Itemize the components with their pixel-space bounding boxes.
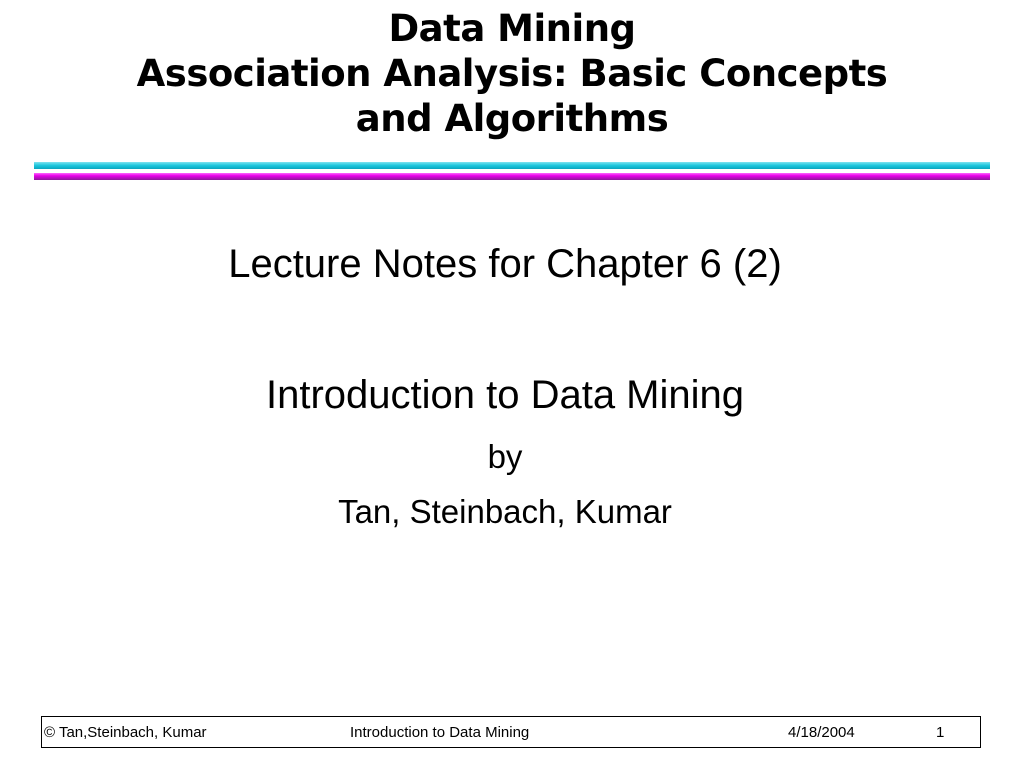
title-line-3: and Algorithms	[355, 97, 669, 140]
footer-course: Introduction to Data Mining	[350, 724, 530, 741]
slide-title	[0, 6, 1024, 141]
book-title-text: Introduction to Data Mining	[265, 373, 745, 417]
title-line-2: Association Analysis: Basic Concepts	[136, 52, 888, 95]
title-rule-cyan	[34, 162, 990, 169]
footer-copyright: © Tan,Steinbach, Kumar	[44, 724, 207, 741]
title-line-1: Data Mining	[388, 7, 636, 50]
by-text: by	[487, 438, 523, 475]
authors-text: Tan, Steinbach, Kumar	[338, 493, 672, 530]
footer-page-number: 1	[936, 724, 945, 741]
title-rule-magenta	[34, 173, 990, 180]
footer-date: 4/18/2004	[788, 724, 855, 741]
slide-footer	[41, 716, 981, 748]
lecture-notes-text: Lecture Notes for Chapter 6 (2)	[228, 242, 782, 286]
